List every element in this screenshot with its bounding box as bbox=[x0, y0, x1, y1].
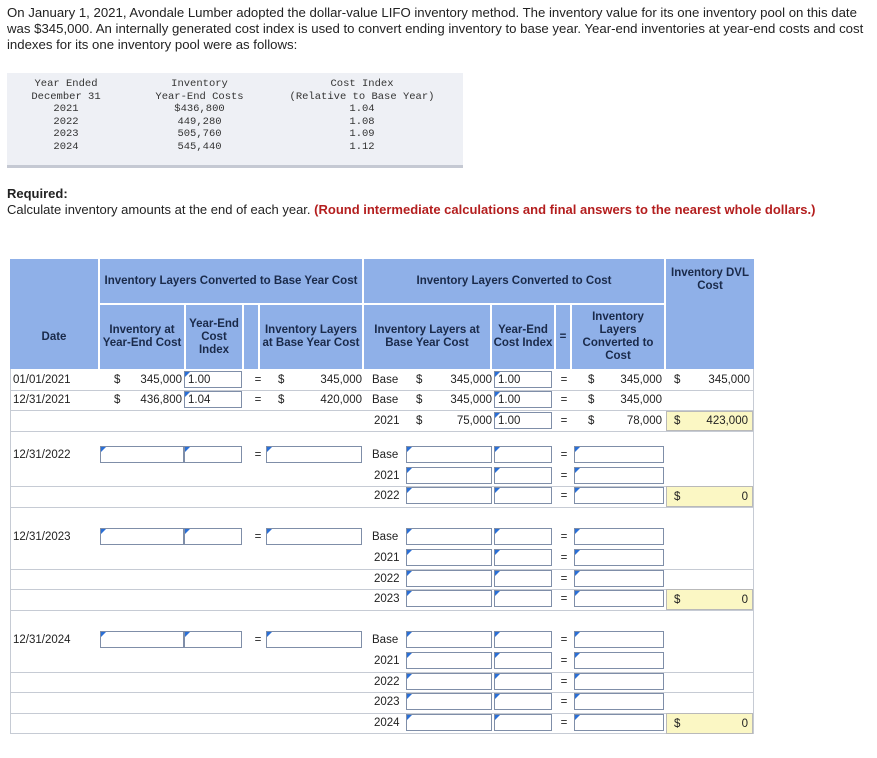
date-12-31-2022: 12/31/2022 bbox=[13, 449, 71, 461]
converted-input[interactable] bbox=[574, 446, 664, 463]
equals-sign: = bbox=[560, 676, 568, 688]
inv-base-input[interactable] bbox=[266, 528, 362, 545]
header-converted: Inventory Layers Converted to Cost bbox=[572, 305, 664, 369]
dollar-sign: $ bbox=[588, 394, 595, 406]
layer-index-input[interactable] bbox=[494, 570, 552, 587]
header-yearend-index: Year-End Cost Index bbox=[186, 305, 242, 369]
rounding-note: (Round intermediate calculations and final answers to the nearest whole dollars.) bbox=[314, 202, 816, 217]
date-12-31-2023: 12/31/2023 bbox=[13, 531, 71, 543]
layer-index-input[interactable] bbox=[494, 446, 552, 463]
header-cost-group: Inventory Layers Converted to Cost bbox=[364, 259, 664, 303]
dollar-sign: $ bbox=[674, 374, 681, 386]
equals-sign: = bbox=[560, 490, 568, 502]
header-date: Date bbox=[10, 305, 98, 369]
layer-base-input[interactable] bbox=[406, 590, 492, 607]
problem-intro: On January 1, 2021, Avondale Lumber adopted the dollar-value LIFO inventory method. The inventory value for its one inventory pool on this date was $345,000. An internally generated cost index is used to convert ending inventory to base year. Year-end inventories at year-end costs and cost indexes for its one inventory pool were as follows: bbox=[7, 5, 864, 52]
equals-sign: = bbox=[560, 415, 568, 427]
dollar-sign: $ bbox=[588, 374, 595, 386]
base-label: Base bbox=[372, 531, 399, 543]
dollar-sign: $ bbox=[114, 374, 121, 386]
base-label: Base bbox=[372, 449, 399, 461]
converted-input[interactable] bbox=[574, 693, 664, 710]
header-base-group: Inventory Layers Converted to Base Year Cost bbox=[100, 259, 362, 303]
lifo-worksheet bbox=[10, 259, 754, 734]
layer-year: 2022 bbox=[374, 573, 400, 585]
yearend-index-input[interactable]: 1.04 bbox=[184, 391, 242, 408]
converted-input[interactable] bbox=[574, 590, 664, 607]
converted-input[interactable] bbox=[574, 487, 664, 504]
layer-year: 2023 bbox=[374, 696, 400, 708]
equals-sign: = bbox=[560, 394, 568, 406]
layer-base-input[interactable] bbox=[406, 693, 492, 710]
layer-index-input[interactable] bbox=[494, 693, 552, 710]
converted-value: 345,000 bbox=[620, 394, 662, 406]
layer-year: 2022 bbox=[374, 676, 400, 688]
layer-index-input[interactable]: 1.00 bbox=[494, 391, 552, 408]
date-12-31-2021: 12/31/2021 bbox=[13, 394, 71, 406]
inv-yearend-input[interactable] bbox=[100, 631, 184, 648]
layer-year: 2021 bbox=[374, 415, 400, 427]
header-eq-1 bbox=[244, 305, 258, 369]
base-label: Base bbox=[372, 374, 399, 386]
layer-base-input[interactable] bbox=[406, 487, 492, 504]
dvl-total-2021: $ 423,000 bbox=[666, 411, 753, 431]
header-eq-2: = bbox=[556, 305, 570, 369]
col-yearend-costs: Inventory Year-End Costs $436,800 449,280 505,760 545,440 bbox=[155, 78, 244, 153]
base-label: Base bbox=[372, 394, 399, 406]
layer-base-value: 75,000 bbox=[456, 415, 492, 427]
header-cost-index: Year-End Cost Index bbox=[492, 305, 554, 369]
yearend-index-input[interactable] bbox=[184, 446, 242, 463]
equals-sign: = bbox=[254, 394, 262, 406]
dollar-sign: $ bbox=[416, 415, 423, 427]
dvl-value: 345,000 bbox=[708, 374, 750, 386]
header-layers-base: Inventory Layers at Base Year Cost bbox=[364, 305, 490, 369]
inv-base-input[interactable] bbox=[266, 446, 362, 463]
layer-index-input[interactable] bbox=[494, 652, 552, 669]
col-cost-index: Cost Index (Relative to Base Year) 1.04 1.08 1.09 1.12 bbox=[289, 78, 435, 153]
converted-input[interactable] bbox=[574, 570, 664, 587]
layer-year: 2021 bbox=[374, 470, 400, 482]
layer-index-input[interactable] bbox=[494, 549, 552, 566]
layer-index-input[interactable] bbox=[494, 467, 552, 484]
layer-year: 2024 bbox=[374, 717, 400, 729]
date-01-01-2021: 01/01/2021 bbox=[13, 374, 71, 386]
header-inv-base: Inventory Layers at Base Year Cost bbox=[260, 305, 362, 369]
converted-input[interactable] bbox=[574, 631, 664, 648]
layer-base-input[interactable] bbox=[406, 631, 492, 648]
layer-index-input[interactable]: 1.00 bbox=[494, 412, 552, 429]
header-inv-yearend: Inventory at Year-End Cost bbox=[100, 305, 184, 369]
required-section bbox=[7, 186, 867, 218]
equals-sign: = bbox=[560, 374, 568, 386]
converted-input[interactable] bbox=[574, 549, 664, 566]
header-dvl: Inventory DVL Cost bbox=[666, 259, 754, 369]
layer-index-input[interactable] bbox=[494, 714, 552, 731]
converted-input[interactable] bbox=[574, 652, 664, 669]
layer-index-input[interactable] bbox=[494, 487, 552, 504]
given-data-table bbox=[7, 73, 463, 168]
layer-base-input[interactable] bbox=[406, 714, 492, 731]
equals-sign: = bbox=[560, 531, 568, 543]
equals-sign: = bbox=[560, 655, 568, 667]
dvl-total-2022: $ 0 bbox=[666, 486, 753, 507]
dollar-sign: $ bbox=[278, 374, 285, 386]
equals-sign: = bbox=[560, 573, 568, 585]
equals-sign: = bbox=[254, 531, 262, 543]
col-year: Year Ended December 31 2021 2022 2023 2024 bbox=[31, 78, 101, 153]
inv-base-value: 345,000 bbox=[320, 374, 362, 386]
converted-value: 78,000 bbox=[626, 415, 662, 427]
layer-year: 2021 bbox=[374, 655, 400, 667]
dvl-total-2023: $ 0 bbox=[666, 589, 753, 610]
inv-yearend-input[interactable] bbox=[100, 528, 184, 545]
equals-sign: = bbox=[254, 374, 262, 386]
equals-sign: = bbox=[560, 696, 568, 708]
date-12-31-2024: 12/31/2024 bbox=[13, 634, 71, 646]
layer-index-input[interactable] bbox=[494, 631, 552, 648]
layer-base-input[interactable] bbox=[406, 467, 492, 484]
converted-input[interactable] bbox=[574, 673, 664, 690]
equals-sign: = bbox=[254, 634, 262, 646]
dollar-sign: $ bbox=[588, 415, 595, 427]
inv-yearend-value: 436,800 bbox=[140, 394, 182, 406]
yearend-index-input[interactable] bbox=[184, 528, 242, 545]
layer-index-input[interactable] bbox=[494, 590, 552, 607]
layer-index-input[interactable]: 1.00 bbox=[494, 371, 552, 388]
layer-year: 2021 bbox=[374, 552, 400, 564]
layer-base-input[interactable] bbox=[406, 446, 492, 463]
layer-base-value: 345,000 bbox=[450, 374, 492, 386]
base-label: Base bbox=[372, 634, 399, 646]
inv-yearend-value: 345,000 bbox=[140, 374, 182, 386]
required-label: Required: bbox=[7, 186, 68, 201]
equals-sign: = bbox=[560, 552, 568, 564]
equals-sign: = bbox=[560, 449, 568, 461]
dvl-total-2024: $ 0 bbox=[666, 713, 753, 734]
layer-index-input[interactable] bbox=[494, 673, 552, 690]
equals-sign: = bbox=[560, 717, 568, 729]
inv-base-value: 420,000 bbox=[320, 394, 362, 406]
dollar-sign: $ bbox=[416, 374, 423, 386]
inv-yearend-input[interactable] bbox=[100, 446, 184, 463]
required-text: Calculate inventory amounts at the end of each year. bbox=[7, 202, 311, 217]
dollar-sign: $ bbox=[416, 394, 423, 406]
layer-year: 2023 bbox=[374, 593, 400, 605]
converted-input[interactable] bbox=[574, 467, 664, 484]
equals-sign: = bbox=[560, 593, 568, 605]
converted-value: 345,000 bbox=[620, 374, 662, 386]
layer-base-value: 345,000 bbox=[450, 394, 492, 406]
layer-index-input[interactable] bbox=[494, 528, 552, 545]
dollar-sign: $ bbox=[278, 394, 285, 406]
layer-base-input[interactable] bbox=[406, 528, 492, 545]
layer-base-input[interactable] bbox=[406, 673, 492, 690]
equals-sign: = bbox=[560, 470, 568, 482]
yearend-index-input[interactable] bbox=[184, 631, 242, 648]
equals-sign: = bbox=[560, 634, 568, 646]
dollar-sign: $ bbox=[114, 394, 121, 406]
layer-base-input[interactable] bbox=[406, 549, 492, 566]
converted-input[interactable] bbox=[574, 714, 664, 731]
layer-base-input[interactable] bbox=[406, 652, 492, 669]
layer-year: 2022 bbox=[374, 490, 400, 502]
converted-input[interactable] bbox=[574, 528, 664, 545]
inv-base-input[interactable] bbox=[266, 631, 362, 648]
equals-sign: = bbox=[254, 449, 262, 461]
yearend-index-input[interactable]: 1.00 bbox=[184, 371, 242, 388]
layer-base-input[interactable] bbox=[406, 570, 492, 587]
